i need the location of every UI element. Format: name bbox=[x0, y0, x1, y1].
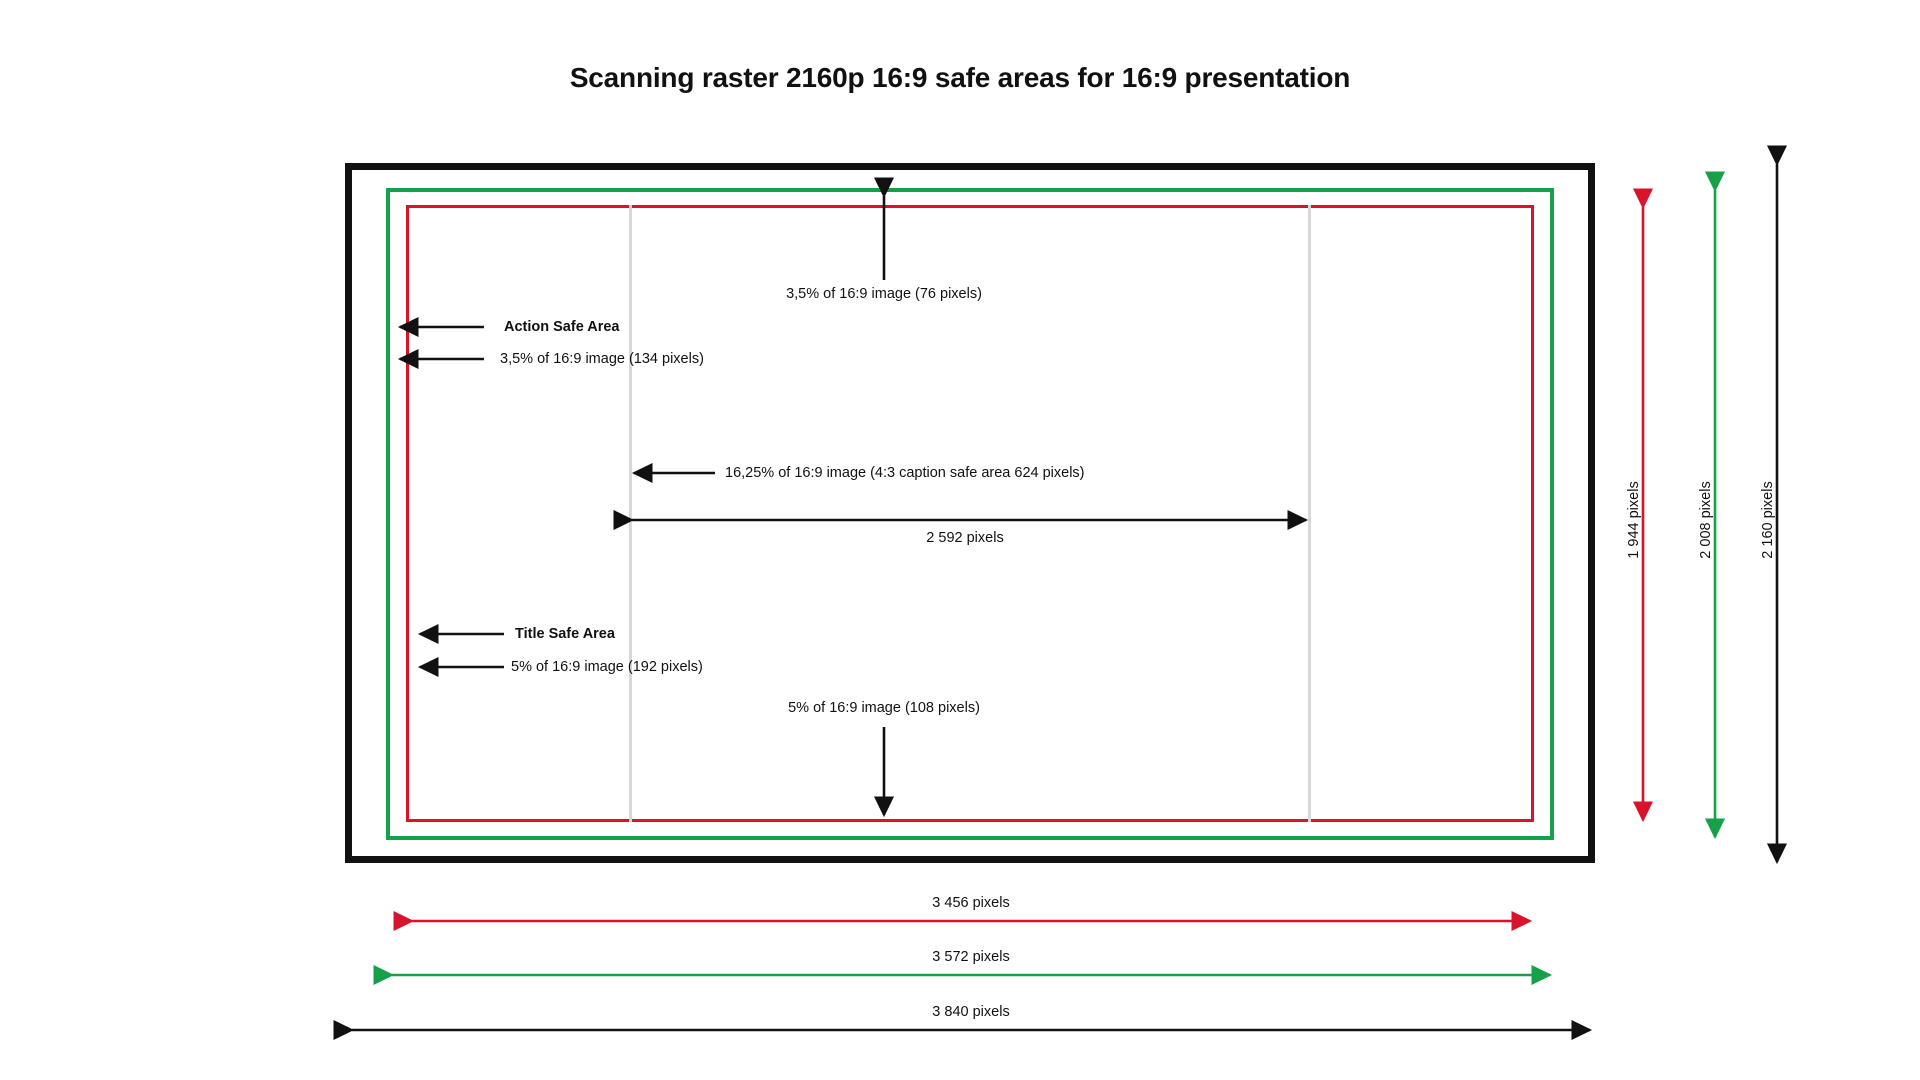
label-action-safe-inset: 3,5% of 16:9 image (134 pixels) bbox=[500, 351, 704, 367]
label-horizontal-red: 3 456 pixels bbox=[932, 895, 1010, 911]
page-title: Scanning raster 2160p 16:9 safe areas for 16:9 presentation bbox=[569, 62, 1351, 93]
caption-guide-line-right bbox=[1308, 205, 1311, 822]
label-bottom-inset: 5% of 16:9 image (108 pixels) bbox=[788, 700, 980, 716]
label-vertical-black: 2 160 pixels bbox=[1760, 481, 1776, 559]
label-caption-width: 2 592 pixels bbox=[926, 530, 1004, 546]
label-vertical-green: 2 008 pixels bbox=[1698, 481, 1714, 559]
label-caption-safe: 16,25% of 16:9 image (4:3 caption safe area 624 pixels) bbox=[725, 465, 1085, 481]
label-title-safe-area: Title Safe Area bbox=[515, 626, 615, 642]
label-horizontal-green: 3 572 pixels bbox=[932, 949, 1010, 965]
label-title-safe-inset: 5% of 16:9 image (192 pixels) bbox=[511, 659, 703, 675]
label-horizontal-black: 3 840 pixels bbox=[932, 1004, 1010, 1020]
label-vertical-red: 1 944 pixels bbox=[1626, 481, 1642, 559]
label-action-safe-area: Action Safe Area bbox=[504, 319, 620, 335]
caption-guide-line-left bbox=[629, 205, 632, 822]
label-top-inset: 3,5% of 16:9 image (76 pixels) bbox=[786, 286, 982, 302]
